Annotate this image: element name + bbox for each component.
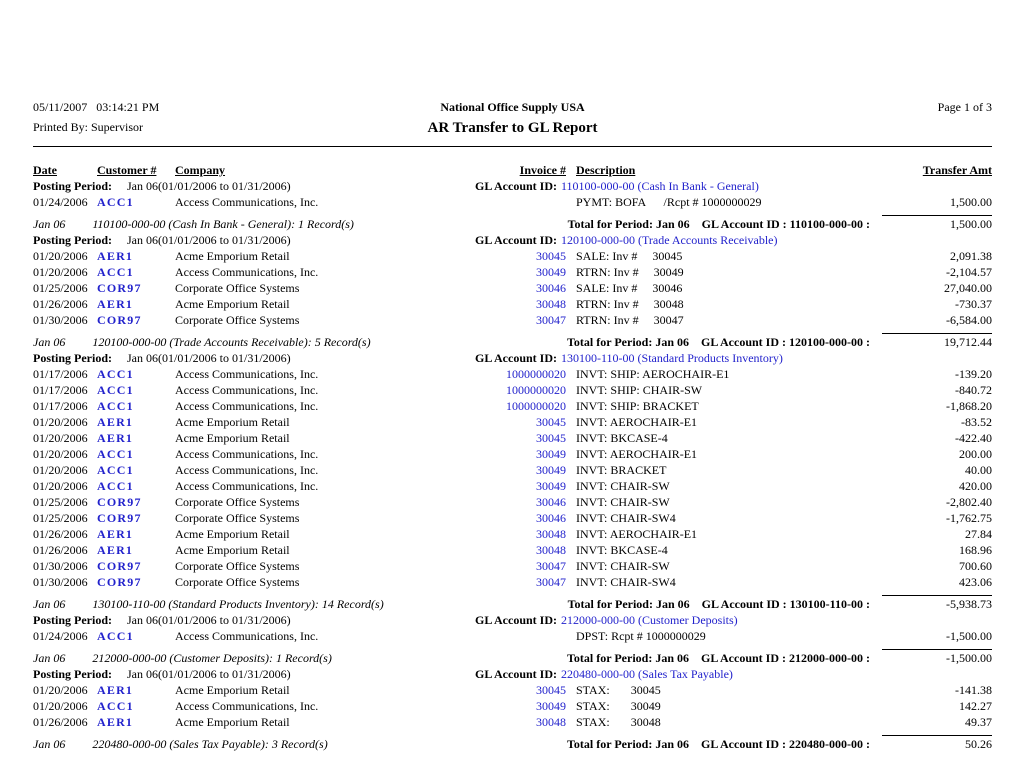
period-total-amount: 1,500.00 [882,215,992,232]
posting-period-value: Jan 06(01/01/2006 to 01/31/2006) [127,667,291,681]
customer-link[interactable]: AER1 [97,683,134,697]
transfer-amount: -2,802.40 [946,495,992,509]
company-cell: Acme Emporium Retail [175,431,290,445]
transaction-description: SALE: Inv # 30045 [576,249,683,263]
page-indicator: Page 1 of 3 [937,100,992,114]
transfer-amount: 420.00 [959,479,992,493]
transfer-amount: 142.27 [959,699,992,713]
transaction-row [33,628,992,644]
transaction-row [33,398,992,414]
invoice-link[interactable]: 30045 [536,431,566,445]
company-cell: Corporate Office Systems [175,511,300,525]
gl-account-total-label: GL Account ID : 130100-110-00 : [701,597,870,611]
company-cell: Corporate Office Systems [175,313,300,327]
report-body [33,178,992,752]
transaction-date: 01/17/2006 [33,399,88,413]
company-cell: Access Communications, Inc. [175,367,319,381]
customer-link[interactable]: AER1 [97,415,134,429]
period-total-amount: -1,500.00 [882,649,992,666]
customer-link[interactable]: ACC1 [97,479,134,493]
posting-period-value: Jan 06(01/01/2006 to 01/31/2006) [127,351,291,365]
transfer-amount: 27,040.00 [944,281,992,295]
transfer-amount: -730.37 [955,297,992,311]
transfer-amount: 1,500.00 [950,195,992,209]
transaction-date: 01/30/2006 [33,313,88,327]
posting-period-row [33,232,992,248]
transfer-amount: 423.06 [959,575,992,589]
posting-period-label: Posting Period: [33,351,112,365]
transaction-date: 01/20/2006 [33,463,88,477]
customer-link[interactable]: AER1 [97,715,134,729]
company-cell: Acme Emporium Retail [175,715,290,729]
transfer-amount: -83.52 [961,415,992,429]
customer-link[interactable]: ACC1 [97,629,134,643]
transfer-amount: 40.00 [965,463,992,477]
company-cell: Acme Emporium Retail [175,527,290,541]
gl-account-link[interactable]: 130100-110-00 (Standard Products Inventory) [561,351,783,365]
transaction-description: INVT: SHIP: AEROCHAIR-E1 [576,367,730,381]
gl-account-link[interactable]: 212000-000-00 (Customer Deposits) [561,613,738,627]
posting-period-label: Posting Period: [33,179,112,193]
customer-link[interactable]: COR97 [97,313,142,327]
gl-account-section [33,178,992,232]
customer-link[interactable]: ACC1 [97,699,134,713]
record-count-summary: Jan 06 110100-000-00 (Cash In Bank - General): 1 Record(s) [33,217,354,231]
transaction-rows [33,628,992,644]
header-divider [33,146,992,147]
column-headers [33,162,992,178]
invoice-link[interactable]: 30045 [536,249,566,263]
company-cell: Acme Emporium Retail [175,249,290,263]
transaction-date: 01/26/2006 [33,297,88,311]
posting-period-row [33,666,992,682]
customer-link[interactable]: COR97 [97,575,142,589]
transaction-date: 01/24/2006 [33,195,88,209]
invoice-link[interactable]: 30045 [536,683,566,697]
company-cell: Access Communications, Inc. [175,463,319,477]
section-summary-row [33,215,992,232]
transfer-amount: -1,762.75 [946,511,992,525]
transaction-date: 01/30/2006 [33,559,88,573]
customer-link[interactable]: COR97 [97,511,142,525]
transaction-row [33,478,992,494]
transaction-description: INVT: BKCASE-4 [576,543,668,557]
transaction-date: 01/25/2006 [33,281,88,295]
invoice-link[interactable]: 30049 [536,479,566,493]
transaction-row [33,574,992,590]
transaction-description: RTRN: Inv # 30049 [576,265,684,279]
transaction-date: 01/25/2006 [33,511,88,525]
customer-link[interactable]: AER1 [97,543,134,557]
print-datetime: 05/11/2007 03:14:21 PM [33,100,160,114]
customer-link[interactable]: COR97 [97,495,142,509]
posting-period-label: Posting Period: [33,613,112,627]
transaction-row [33,558,992,574]
transaction-row [33,194,992,210]
column-header-description: Description [576,163,636,177]
transaction-row [33,312,992,328]
customer-link[interactable]: COR97 [97,559,142,573]
gl-account-label: GL Account ID: [475,351,558,365]
record-count-summary: Jan 06 220480-000-00 (Sales Tax Payable): 3 Record(s) [33,737,328,751]
company-title: National Office Supply USA [440,100,585,114]
company-cell: Access Communications, Inc. [175,479,319,493]
transaction-date: 01/20/2006 [33,265,88,279]
company-cell: Acme Emporium Retail [175,415,290,429]
transaction-date: 01/30/2006 [33,575,88,589]
transaction-description: RTRN: Inv # 30047 [576,313,684,327]
customer-link[interactable]: ACC1 [97,447,134,461]
invoice-link[interactable]: 30048 [536,297,566,311]
posting-period-row [33,178,992,194]
transfer-amount: -6,584.00 [946,313,992,327]
gl-account-label: GL Account ID: [475,233,558,247]
transfer-amount: 2,091.38 [950,249,992,263]
transaction-description: STAX: 30048 [576,715,661,729]
company-cell: Access Communications, Inc. [175,383,319,397]
total-for-period-label: Total for Period: Jan 06 [567,597,690,611]
customer-link[interactable]: ACC1 [97,265,134,279]
company-cell: Acme Emporium Retail [175,543,290,557]
transaction-date: 01/26/2006 [33,527,88,541]
section-summary-row [33,735,992,752]
gl-account-label: GL Account ID: [475,613,558,627]
gl-account-total-label: GL Account ID : 212000-000-00 : [701,651,870,665]
posting-period-value: Jan 06(01/01/2006 to 01/31/2006) [127,179,291,193]
transaction-row [33,366,992,382]
column-header-amount: Transfer Amt [922,163,992,177]
invoice-link[interactable]: 30049 [536,265,566,279]
transaction-description: INVT: SHIP: BRACKET [576,399,699,413]
transaction-date: 01/24/2006 [33,629,88,643]
section-summary-row [33,649,992,666]
total-for-period-label: Total for Period: Jan 06 [567,737,689,751]
gl-account-section [33,666,992,752]
period-total-amount: 19,712.44 [882,333,992,350]
transaction-description: INVT: CHAIR-SW4 [576,575,676,589]
report-header [33,100,992,147]
section-summary-row [33,595,992,612]
transaction-rows [33,248,992,328]
company-cell: Access Communications, Inc. [175,447,319,461]
transfer-amount: -139.20 [955,367,992,381]
transaction-description: INVT: SHIP: CHAIR-SW [576,383,703,397]
invoice-link[interactable]: 30047 [536,575,566,589]
total-for-period-label: Total for Period: Jan 06 [567,217,690,231]
transfer-amount: -1,868.20 [946,399,992,413]
transaction-description: STAX: 30045 [576,683,661,697]
transfer-amount: -1,500.00 [946,629,992,643]
gl-account-section [33,612,992,666]
customer-link[interactable]: ACC1 [97,399,134,413]
transaction-row [33,430,992,446]
transaction-row [33,714,992,730]
customer-link[interactable]: AER1 [97,297,134,311]
transaction-row [33,264,992,280]
transaction-row [33,682,992,698]
posting-period-value: Jan 06(01/01/2006 to 01/31/2006) [127,613,291,627]
transaction-date: 01/25/2006 [33,495,88,509]
transaction-description: STAX: 30049 [576,699,661,713]
transaction-date: 01/20/2006 [33,415,88,429]
transfer-amount: -2,104.57 [946,265,992,279]
transaction-description: SALE: Inv # 30046 [576,281,683,295]
transaction-date: 01/20/2006 [33,683,88,697]
transaction-description: INVT: CHAIR-SW [576,559,670,573]
transaction-description: INVT: CHAIR-SW4 [576,511,676,525]
company-cell: Corporate Office Systems [175,495,300,509]
company-cell: Corporate Office Systems [175,559,300,573]
customer-link[interactable]: AER1 [97,527,134,541]
transaction-description: RTRN: Inv # 30048 [576,297,684,311]
transaction-description: INVT: AEROCHAIR-E1 [576,415,698,429]
invoice-link[interactable]: 30048 [536,527,566,541]
transaction-row [33,382,992,398]
transaction-date: 01/20/2006 [33,431,88,445]
transaction-row [33,510,992,526]
transaction-description: INVT: AEROCHAIR-E1 [576,447,698,461]
period-total-amount: -5,938.73 [882,595,992,612]
invoice-link[interactable]: 30046 [536,495,566,509]
gl-account-total-label: GL Account ID : 220480-000-00 : [701,737,870,751]
company-cell: Corporate Office Systems [175,575,300,589]
invoice-link[interactable]: 30046 [536,511,566,525]
invoice-link[interactable]: 30045 [536,415,566,429]
transfer-amount: 49.37 [965,715,992,729]
gl-account-label: GL Account ID: [475,179,558,193]
invoice-link[interactable]: 30047 [536,313,566,327]
record-count-summary: Jan 06 130100-110-00 (Standard Products Inventory): 14 Record(s) [33,597,384,611]
posting-period-value: Jan 06(01/01/2006 to 01/31/2006) [127,233,291,247]
transaction-rows [33,366,992,590]
transaction-row [33,414,992,430]
transaction-date: 01/26/2006 [33,715,88,729]
period-total-amount: 50.26 [882,735,992,752]
transaction-description: DPST: Rcpt # 1000000029 [576,629,706,643]
total-for-period-label: Total for Period: Jan 06 [567,335,689,349]
printed-by: Printed By: Supervisor [33,120,143,134]
transaction-row [33,296,992,312]
gl-account-link[interactable]: 110100-000-00 (Cash In Bank - General) [561,179,759,193]
section-summary-row [33,333,992,350]
transfer-amount: 27.84 [965,527,992,541]
transaction-date: 01/17/2006 [33,383,88,397]
customer-link[interactable]: ACC1 [97,195,134,209]
invoice-link[interactable]: 1000000020 [506,383,566,397]
gl-account-link[interactable]: 220480-000-00 (Sales Tax Payable) [561,667,733,681]
gl-account-section [33,232,992,350]
transaction-rows [33,682,992,730]
header-line-2 [33,120,992,140]
transaction-description: INVT: CHAIR-SW [576,479,670,493]
report-title: AR Transfer to GL Report [427,120,598,136]
invoice-link[interactable]: 30046 [536,281,566,295]
transaction-row [33,248,992,264]
transaction-date: 01/26/2006 [33,543,88,557]
header-line-1 [33,100,992,120]
column-header-date: Date [33,163,57,177]
transaction-row [33,446,992,462]
company-cell: Acme Emporium Retail [175,297,290,311]
posting-period-row [33,612,992,628]
record-count-summary: Jan 06 212000-000-00 (Customer Deposits): 1 Record(s) [33,651,332,665]
customer-link[interactable]: AER1 [97,249,134,263]
transaction-row [33,494,992,510]
transaction-row [33,526,992,542]
gl-account-total-label: GL Account ID : 120100-000-00 : [701,335,870,349]
transaction-date: 01/20/2006 [33,249,88,263]
invoice-link[interactable]: 30049 [536,447,566,461]
transaction-rows [33,194,992,210]
transaction-description: INVT: CHAIR-SW [576,495,670,509]
company-cell: Access Communications, Inc. [175,399,319,413]
transaction-description: INVT: BKCASE-4 [576,431,668,445]
posting-period-row [33,350,992,366]
transaction-date: 01/17/2006 [33,367,88,381]
invoice-link[interactable]: 1000000020 [506,367,566,381]
invoice-link[interactable]: 1000000020 [506,399,566,413]
transaction-row [33,698,992,714]
posting-period-label: Posting Period: [33,233,112,247]
transaction-row [33,542,992,558]
transaction-row [33,462,992,478]
column-header-invoice: Invoice # [519,163,566,177]
transfer-amount: 700.60 [959,559,992,573]
transfer-amount: -840.72 [955,383,992,397]
customer-link[interactable]: ACC1 [97,463,134,477]
invoice-link[interactable]: 30049 [536,699,566,713]
total-for-period-label: Total for Period: Jan 06 [567,651,689,665]
record-count-summary: Jan 06 120100-000-00 (Trade Accounts Receivable): 5 Record(s) [33,335,371,349]
invoice-link[interactable]: 30049 [536,463,566,477]
transfer-amount: 200.00 [959,447,992,461]
company-cell: Corporate Office Systems [175,281,300,295]
gl-account-label: GL Account ID: [475,667,558,681]
company-cell: Access Communications, Inc. [175,629,319,643]
posting-period-label: Posting Period: [33,667,112,681]
transaction-description: PYMT: BOFA /Rcpt # 1000000029 [576,195,762,209]
customer-link[interactable]: AER1 [97,431,134,445]
gl-account-section [33,350,992,612]
company-cell: Acme Emporium Retail [175,683,290,697]
customer-link[interactable]: COR97 [97,281,142,295]
transfer-amount: -422.40 [955,431,992,445]
transaction-date: 01/20/2006 [33,699,88,713]
gl-account-link[interactable]: 120100-000-00 (Trade Accounts Receivable) [561,233,778,247]
column-header-company: Company [175,163,226,177]
invoice-link[interactable]: 30048 [536,715,566,729]
transaction-row [33,280,992,296]
company-cell: Access Communications, Inc. [175,195,319,209]
company-cell: Access Communications, Inc. [175,265,319,279]
company-cell: Access Communications, Inc. [175,699,319,713]
gl-account-total-label: GL Account ID : 110100-000-00 : [701,217,870,231]
column-header-customer: Customer # [97,163,157,177]
transfer-amount: -141.38 [955,683,992,697]
customer-link[interactable]: ACC1 [97,383,134,397]
transfer-amount: 168.96 [959,543,992,557]
transaction-description: INVT: AEROCHAIR-E1 [576,527,698,541]
customer-link[interactable]: ACC1 [97,367,134,381]
invoice-link[interactable]: 30048 [536,543,566,557]
transaction-date: 01/20/2006 [33,447,88,461]
transaction-description: INVT: BRACKET [576,463,667,477]
invoice-link[interactable]: 30047 [536,559,566,573]
transaction-date: 01/20/2006 [33,479,88,493]
